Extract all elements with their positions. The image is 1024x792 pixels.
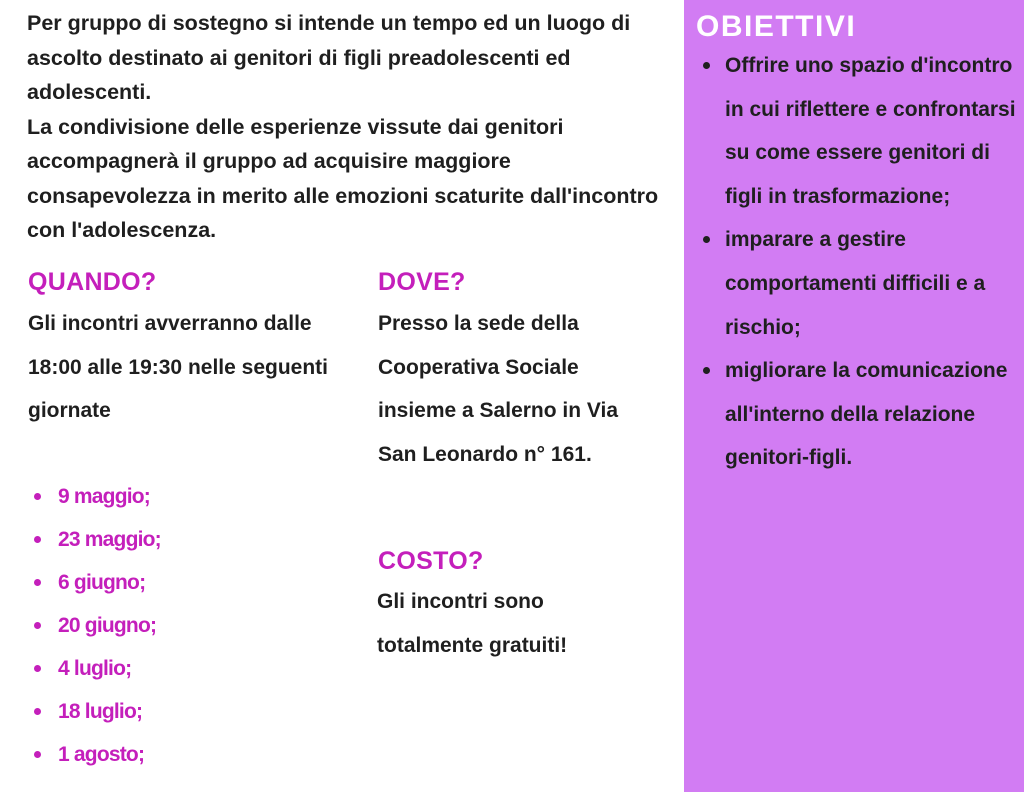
date-item: 20 giugno;: [30, 604, 161, 647]
dove-heading: DOVE?: [378, 268, 466, 296]
dates-list: [30, 475, 161, 776]
obiettivi-title: OBIETTIVI: [696, 10, 857, 43]
date-item: 9 maggio;: [30, 475, 161, 518]
costo-text: Gli incontri sono totalmente gratuiti!: [377, 590, 568, 657]
date-item: 1 agosto;: [30, 733, 161, 776]
costo-heading: COSTO?: [378, 547, 484, 575]
obiettivo-item: migliorare la comunicazione all'interno della relazione genitori-figli.: [698, 349, 1018, 480]
obiettivo-item: Offrire uno spazio d'incontro in cui riflettere e confrontarsi su come essere genitori di figli in trasformazione;: [698, 44, 1018, 218]
obiettivo-item: imparare a gestire comportamenti difficili e a rischio;: [698, 218, 1018, 349]
date-item: 18 luglio;: [30, 690, 161, 733]
obiettivi-list: [698, 44, 1018, 480]
obiettivi-panel: [684, 0, 1024, 792]
date-item: 6 giugno;: [30, 561, 161, 604]
intro-paragraph-2: La condivisione delle esperienze vissute dai genitori accompagnerà il gruppo ad acquisire maggiore consapevolezza in merito alle emozioni scaturite dall'incontro con l'adolescenza.: [27, 114, 659, 242]
quando-heading: QUANDO?: [28, 268, 157, 296]
quando-text: Gli incontri avverranno dalle 18:00 alle 19:30 nelle seguenti giornate: [28, 312, 328, 422]
date-item: 4 luglio;: [30, 647, 161, 690]
intro-paragraph-1: Per gruppo di sostegno si intende un tempo ed un luogo di ascolto destinato ai genitori di figli preadolescenti ed adolescenti.: [27, 11, 631, 104]
date-item: 23 maggio;: [30, 518, 161, 561]
intro-text: [27, 6, 677, 248]
dove-text: Presso la sede della Cooperativa Sociale insieme a Salerno in Via San Leonardo n° 161.: [378, 312, 619, 466]
